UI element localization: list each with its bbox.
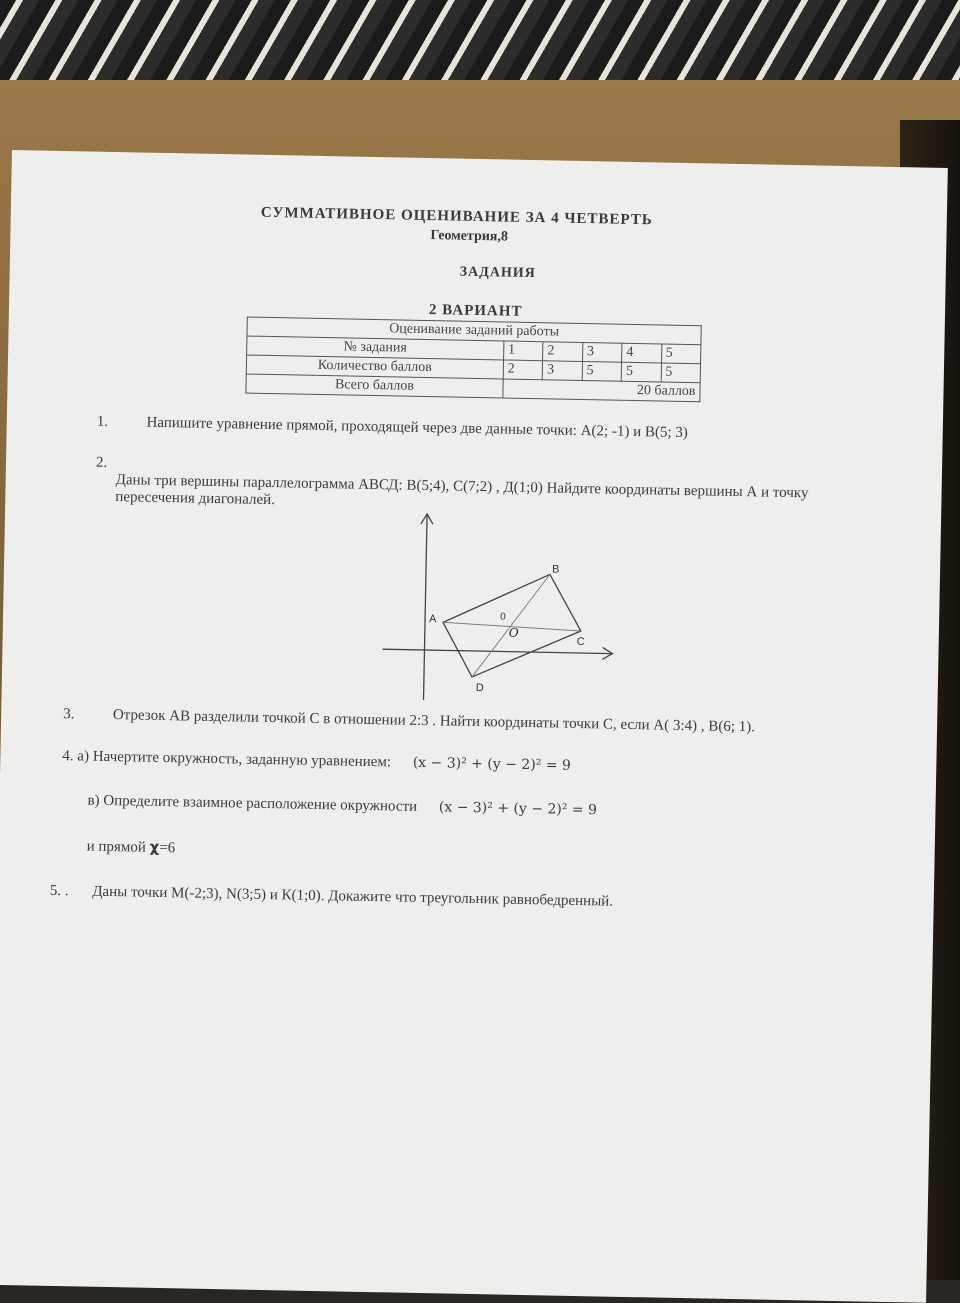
task-1 [97,414,688,442]
x-axis [382,649,612,653]
y-axis [424,515,428,700]
task-4c [86,837,175,858]
label-a: A [428,613,437,626]
task-text: Напишите уравнение прямой, проходящей через две данные точки: A(2; -1) и B(5; 3) [146,414,689,442]
points-cell: 5 [661,363,701,383]
total-value: 20 баллов [503,379,701,402]
table-caption: Оценивание заданий работы [247,317,701,345]
label-d: D [475,682,484,695]
task-4a [62,748,571,775]
points-cell: 2 [503,360,543,380]
points-cell: 5 [621,362,661,382]
chair-fabric-background [0,0,960,80]
variant-heading: 2 ВАРИАНТ [428,302,523,320]
task-4b [87,793,597,820]
task-number-cell: 2 [543,342,583,362]
line-variable: χ [149,837,160,856]
task-number-cell: 4 [622,343,662,363]
task-number: 2. [95,454,108,471]
circle-equation: (x − 3)² + (y − 2)² = 9 [412,754,572,774]
line-value: =6 [159,839,176,857]
task-text: 4. а) Начертите окружность, заданную уравнением: [62,748,392,771]
label-o-handwritten: O [508,625,519,640]
circle-equation: (x − 3)² + (y − 2)² = 9 [438,799,598,819]
task-number: 1. [96,413,109,430]
points-label: Количество баллов [246,355,503,379]
grading-table [245,317,701,403]
total-label: Всего баллов [246,374,503,398]
label-b: B [551,563,560,576]
task-number: 5. . [49,882,69,900]
task-5 [50,883,614,911]
task-text: Даны три вершины параллелограмма АВСД: В(5;4), С(7;2) , Д(1;0) Найдите координаты вершины А и точку пересечения диагоналей. [115,472,809,509]
page-subtitle: Геометрия,8 [430,228,509,245]
task-number: 3. [63,706,75,723]
task-number-cell: 3 [582,342,622,362]
exam-sheet [0,150,948,1303]
label-c: C [576,635,585,649]
task-number-cell: 1 [503,341,543,361]
task-text: и прямой [86,838,147,856]
label-o-printed: 0 [500,611,506,623]
points-cell: 3 [542,361,582,381]
task-3 [63,706,843,738]
task-text: Отрезок АВ разделили точкой С в отношении 2:3 . Найти координаты точки С, если А( 3:4) , В(6; 1). [112,707,756,736]
parallelogram-diagram [361,509,625,714]
task-text: Даны точки М(-2;3), N(3;5) и К(1;0). Докажите что треугольник равнобедренный. [92,883,614,910]
points-cell: 5 [582,361,622,381]
task-text: в) Определите взаимное расположение окружности [87,792,418,815]
section-heading: ЗАДАНИЯ [459,264,537,282]
task-number-cell: 5 [661,344,701,364]
task-number-label: № задания [247,336,504,360]
page-title: СУММАТИВНОЕ ОЦЕНИВАНИЕ ЗА 4 ЧЕТВЕРТЬ [260,204,653,229]
